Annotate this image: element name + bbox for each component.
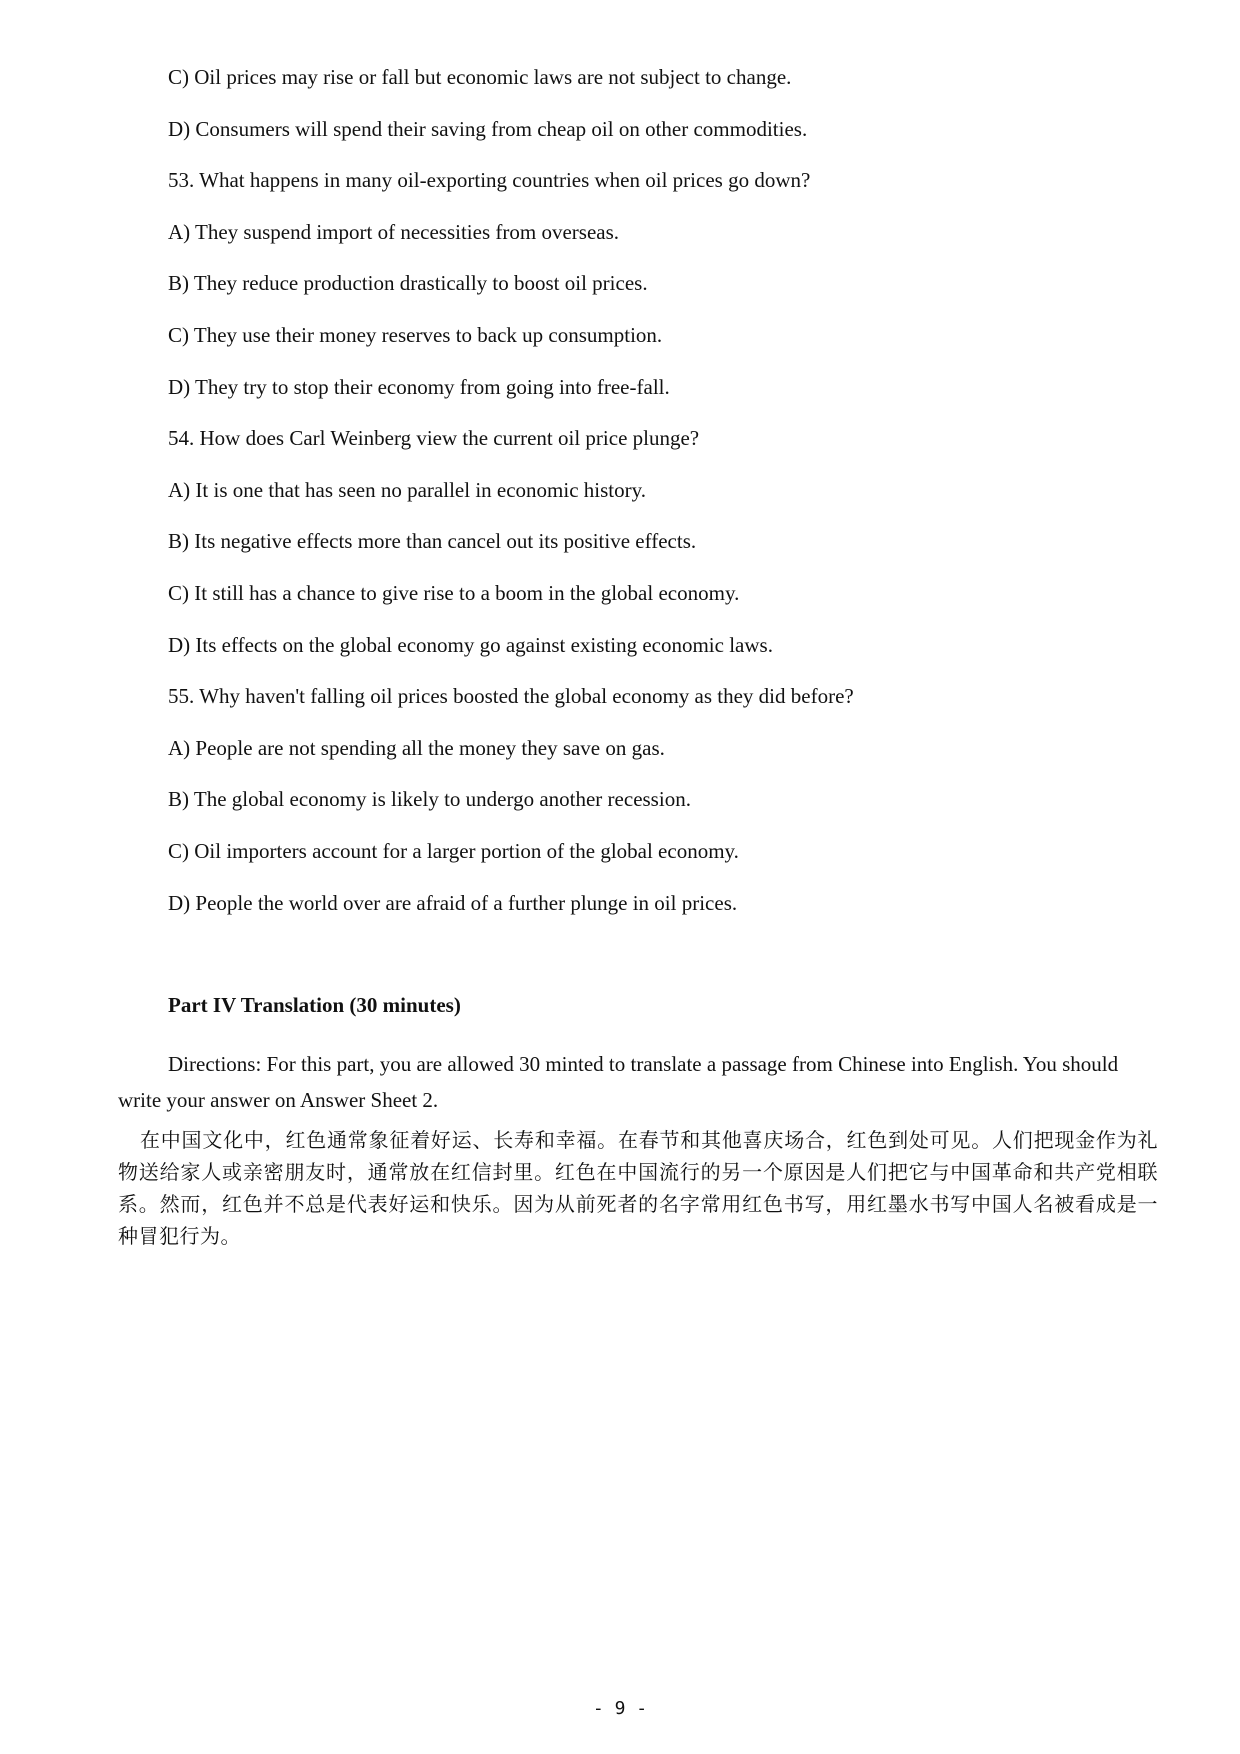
- q53-option-c: C) They use their money reserves to back up consumption.: [168, 322, 663, 347]
- question-list: [168, 64, 1168, 941]
- q53-stem: 53. What happens in many oil-exporting countries when oil prices go down?: [168, 168, 811, 193]
- q55-option-b: B) The global economy is likely to undergo another recession.: [168, 787, 691, 812]
- q55-option-a: A) People are not spending all the money they save on gas.: [168, 735, 665, 760]
- q55-option-c: C) Oil importers account for a larger portion of the global economy.: [168, 838, 739, 863]
- q54-option-c: C) It still has a chance to give rise to a boom in the global economy.: [168, 580, 740, 605]
- part-iv-heading: Part IV Translation (30 minutes): [168, 993, 461, 1017]
- q54-option-a: A) It is one that has seen no parallel in economic history.: [168, 477, 647, 502]
- q52-option-c: C) Oil prices may rise or fall but economic laws are not subject to change.: [168, 65, 792, 89]
- chinese-passage: 在中国文化中，红色通常象征着好运、长寿和幸福。在春节和其他喜庆场合，红色到处可见。人们把现金作为礼物送给家人或亲密朋友时，通常放在红信封里。红色在中国流行的另一个原因是人们把它与中国革命和共产党相联系。然而，红色并不总是代表好运和快乐。因为从前死者的名字常用红色书写，用红墨水书写中国人名被看成是一种冒犯行为。: [118, 1128, 1158, 1248]
- q54-option-b: B) Its negative effects more than cancel out its positive effects.: [168, 529, 697, 554]
- q55-stem: 55. Why haven't falling oil prices boosted the global economy as they did before?: [168, 684, 854, 709]
- q52-option-d: D) Consumers will spend their saving from cheap oil on other commodities.: [168, 116, 808, 141]
- q53-option-d: D) They try to stop their economy from going into free-fall.: [168, 374, 670, 399]
- q54-option-d: D) Its effects on the global economy go against existing economic laws.: [168, 632, 773, 657]
- page-number: - 9 -: [592, 1698, 648, 1719]
- q53-option-b: B) They reduce production drastically to boost oil prices.: [168, 271, 648, 296]
- q55-option-d: D) People the world over are afraid of a further plunge in oil prices.: [168, 890, 738, 915]
- q53-option-a: A) They suspend import of necessities from overseas.: [168, 219, 620, 244]
- q54-stem: 54. How does Carl Weinberg view the current oil price plunge?: [168, 426, 700, 451]
- translation-directions: Directions: For this part, you are allowed 30 minted to translate a passage from Chinese into English. You should write your answer on Answer Sheet 2.: [118, 1052, 1119, 1112]
